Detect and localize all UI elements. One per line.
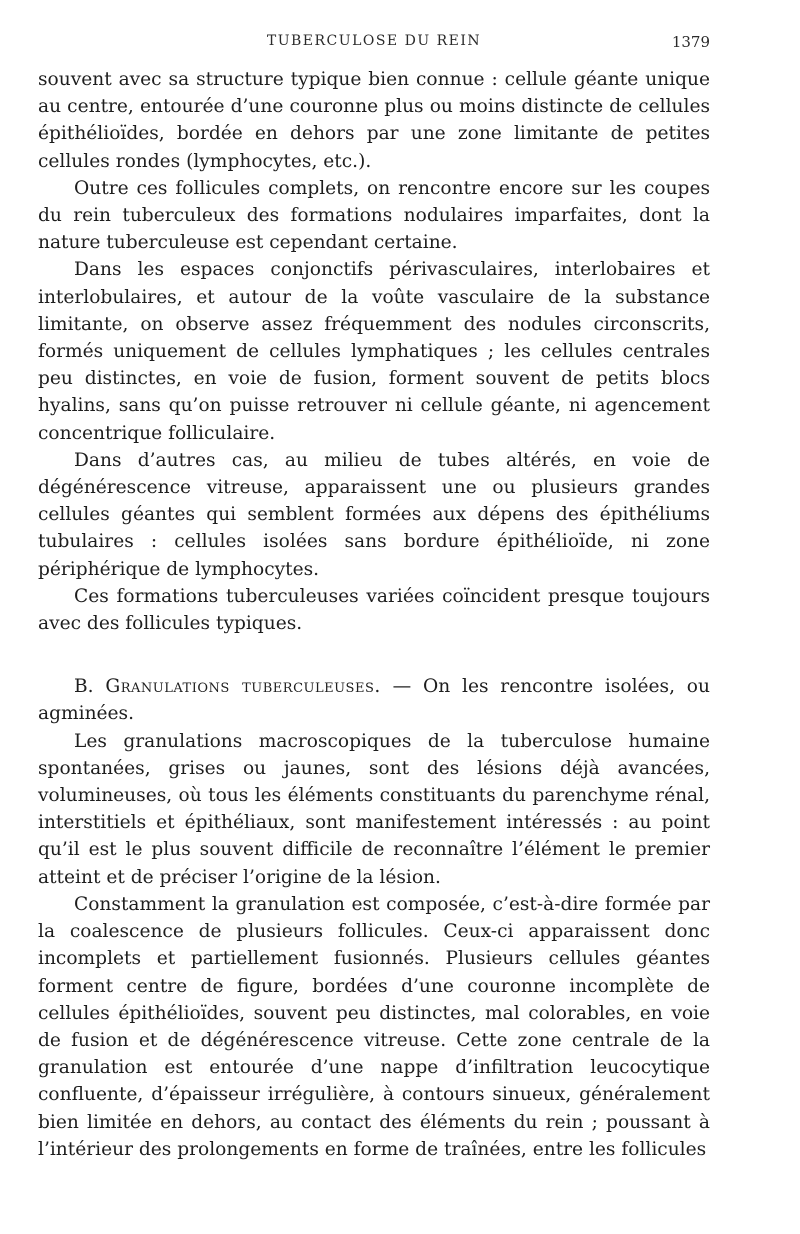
paragraph-composite-granulation: Constamment la granulation est composée, c’est-à-dire formée par la coalescence de plusieurs follicules. Ceux-ci apparaissent donc incomplets et partiellement fusionnés. Plusieurs cellules géantes forment centre de figure, bordées d’une couronne incomplète de cellules épithélioïdes, souvent peu distinctes, mal colorables, en voie de fusion et de dégénérescence vitreuse. Cette zone centrale de la granulation est entourée d’une nappe d’infiltration leucocytique confluente, d’épaisseur irrégulière, à contours sinueux, généralement bien limitée en dehors, au contact des éléments du rein ; poussant à l’intérieur des prolongements en forme de traînées, entre les follicules (38, 893, 710, 1160)
paragraph-giant-cells: Dans d’autres cas, au milieu de tubes altérés, en voie de dégénérescence vitreuse, apparaissent une ou plusieurs grandes cellules géantes qui semblent formées aux dépens des épithéliums tubulaires : cellules isolées sans bordure épithélioïde, ni zone périphérique de lymphocytes. (38, 449, 710, 580)
section-letter: B. (74, 676, 94, 698)
paragraph-coincidence: Ces formations tuberculeuses variées coïncident presque toujours avec des follicules typiques. (38, 585, 710, 635)
running-header (38, 30, 710, 56)
running-title: TUBERCULOSE DU REIN (266, 33, 482, 49)
section-title: Granulations tuberculeuses. (105, 676, 381, 698)
page-number: 1379 (671, 33, 710, 51)
paragraph-lymphatic-nodules: Dans les espaces conjonctifs périvasculaires, interlobaires et interlobulaires, et autour de la voûte vasculaire de la substance limitante, on observe assez fréquemment des nodules circonscrits, formés uniquement de cellules lymphatiques ; les cellules centrales peu distinctes, en voie de fusion, forment souvent de petits blocs hyalins, sans qu’on puisse retrouver ni cellule géante, ni agencement concentrique folliculaire. (38, 259, 710, 444)
body-text (38, 66, 710, 1163)
section-intro: On les rencontre isolées, ou agminées. (38, 676, 710, 725)
section-b-heading-paragraph (38, 673, 710, 727)
paragraph-macroscopic-granulations: Les granulations macroscopiques de la tuberculose humaine spontanées, grises ou jaunes, sont des lésions déjà avancées, volumineuses, où tous les éléments constituants du parenchyme rénal, interstitiels et épithéliaux, sont manifestement intéressés : au point qu’il est le plus souvent difficile de reconnaître l’élément le premier atteint et de préciser l’origine de la lésion. (38, 730, 710, 888)
paragraph-incomplete-formations: Outre ces follicules complets, on rencontre encore sur les coupes du rein tuberculeux des formations nodulaires imparfaites, dont la nature tuberculeuse est cependant certaine. (38, 177, 710, 254)
paragraph-continuation: souvent avec sa structure typique bien connue : cellule géante unique au centre, entourée d’une couronne plus ou moins distincte de cellules épithélioïdes, bordée en dehors par une zone limitante de petites cellules rondes (lymphocytes, etc.). (38, 69, 710, 172)
section-dash: — (392, 676, 412, 698)
section-gap (38, 637, 710, 673)
